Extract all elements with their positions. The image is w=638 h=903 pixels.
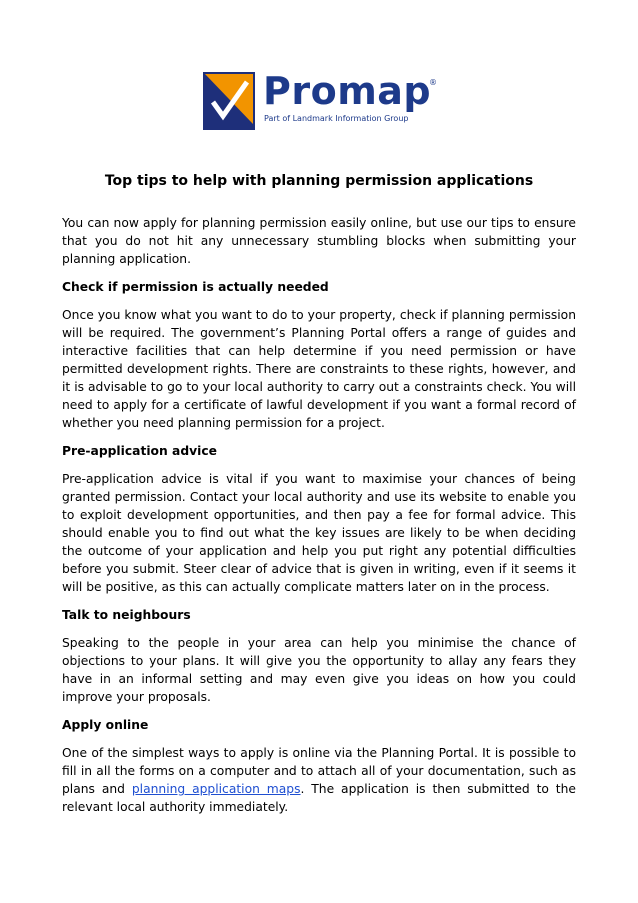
section-body-permission: Once you know what you want to do to your property, check if planning permission will be required. The government’s Planning Portal offers a range of guides and interactive facilities that can help determine if you need permission or have permitted development rights. There are constraints to these rights, however, and it is advisable to go to your local authority to carry out a constraints check. You will need to apply for a certificate of lawful development if you want a formal record of whether you need planning permission for a project. <box>62 308 576 430</box>
section-heading-apply-online: Apply online <box>62 718 149 732</box>
section-heading-pre-application: Pre-application advice <box>62 444 217 458</box>
intro-paragraph: You can now apply for planning permission easily online, but use our tips to ensure that you do not hit any unnecessary stumbling blocks when submitting your planning application. <box>62 216 576 266</box>
article-body <box>62 214 576 826</box>
section-body-neighbours: Speaking to the people in your area can help you minimise the chance of objections to your plans. It will give you the opportunity to allay any fears they have in an informal setting and may even give you ideas on how you could improve your proposals. <box>62 636 576 704</box>
promap-logo-mark-icon <box>203 72 255 130</box>
section-body-apply-online <box>62 744 576 816</box>
planning-application-maps-link[interactable]: planning application maps <box>131 782 301 796</box>
section-heading-permission: Check if permission is actually needed <box>62 280 329 294</box>
apply-online-text-after: . The application is then submitted to the relevant local authority immediately. <box>62 782 576 814</box>
logo-tagline: Part of Landmark Information Group <box>264 114 409 123</box>
page-title: Top tips to help with planning permission applications <box>104 173 534 189</box>
logo-registered-mark: ® <box>429 78 437 87</box>
apply-online-text-before: One of the simplest ways to apply is online via the Planning Portal. It is possible to fill in all the forms on a computer and to attach all of your documentation, such as plans and <box>62 746 576 796</box>
section-heading-neighbours: Talk to neighbours <box>62 608 191 622</box>
section-body-pre-application: Pre-application advice is vital if you want to maximise your chances of being granted permission. Contact your local authority and use its website to enable you to exploit development opportunities, and then pay a fee for formal advice. This should enable you to find out what the key issues are likely to be when deciding the outcome of your application and help you put right any potential difficulties before you submit. Steer clear of advice that is given in writing, even if it seems it will be positive, as this can actually complicate matters later on in the process. <box>62 472 576 594</box>
promap-logo <box>203 69 443 140</box>
logo-wordmark: Promap <box>263 69 432 113</box>
